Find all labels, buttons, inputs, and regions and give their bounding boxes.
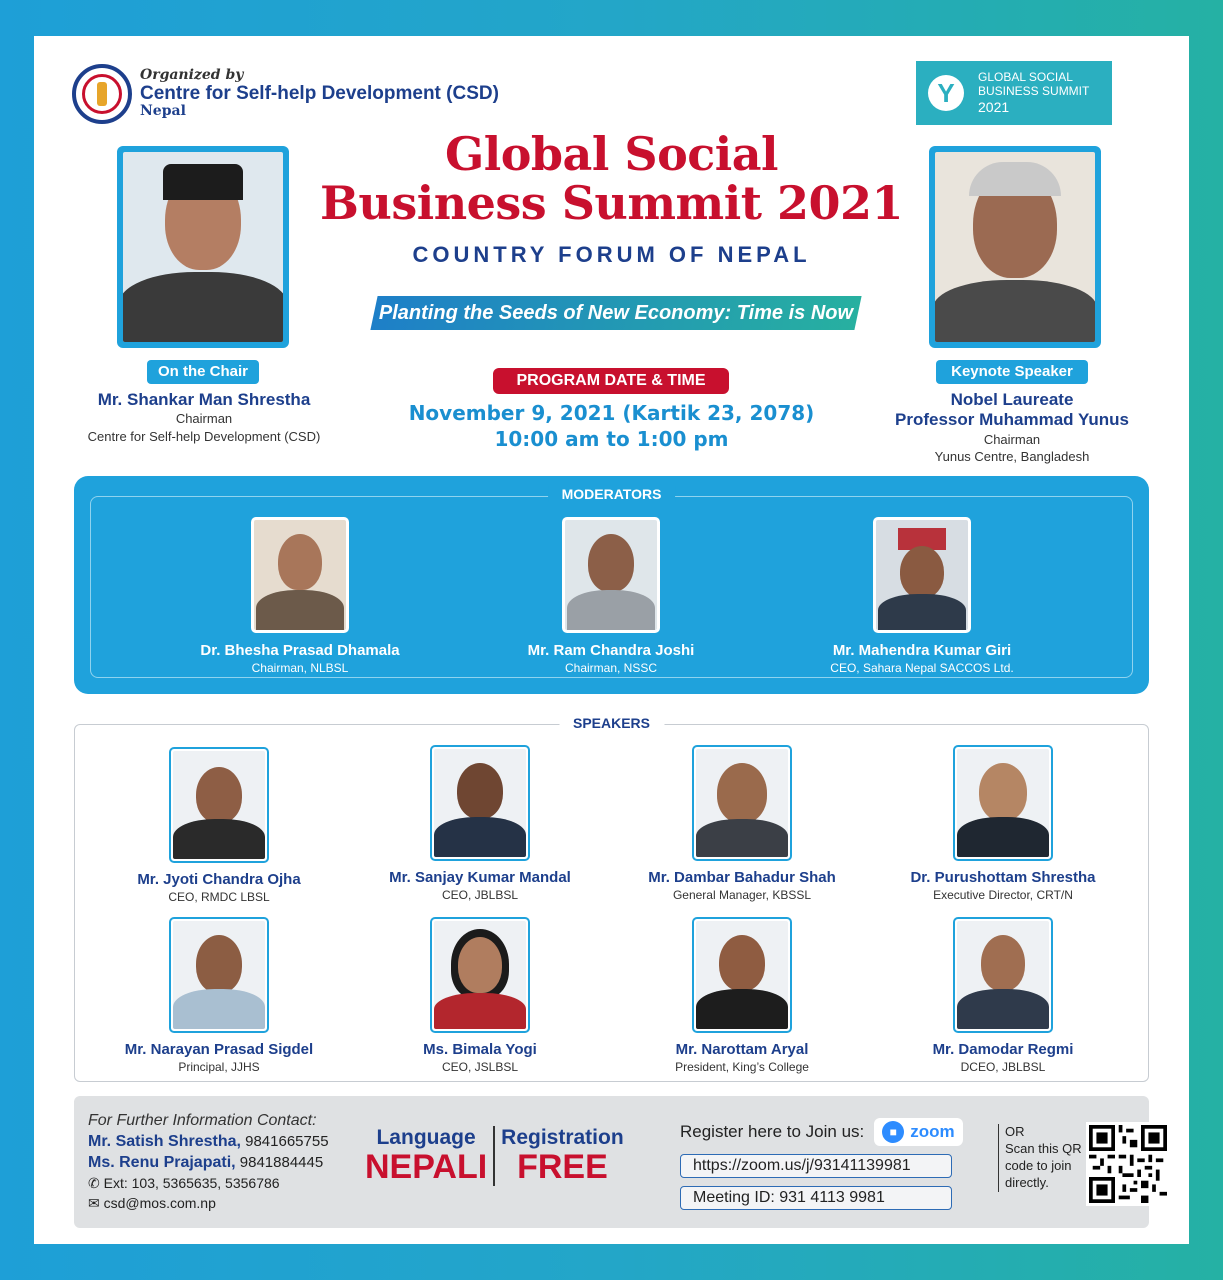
moderator-2-name: Mr. Ram Chandra Joshi xyxy=(527,642,695,659)
speaker-7-name: Mr. Narottam Aryal xyxy=(675,1041,809,1058)
contact-2-phone[interactable]: 9841884445 xyxy=(239,1154,324,1171)
contact-ext: Ext: 103, 5365635, 5356786 xyxy=(103,1175,280,1191)
theme-text: Planting the Seeds of New Economy: Time is Now xyxy=(378,301,854,324)
program-time: 10:00 am to 1:00 pm xyxy=(494,427,729,451)
badge-line-1: GLOBAL SOCIAL xyxy=(978,70,1073,85)
speaker-photo-4 xyxy=(953,745,1053,861)
keynote-pill: Keynote Speaker xyxy=(936,360,1088,384)
speaker-photo-3 xyxy=(692,745,792,861)
event-subtitle: COUNTRY FORUM OF NEPAL xyxy=(412,242,811,267)
register-block xyxy=(680,1118,963,1210)
speaker-6-role: CEO, JSLBSL xyxy=(441,1060,519,1074)
language-value: NEPALI xyxy=(365,1148,488,1186)
moderators-label: MODERATORS xyxy=(548,486,676,502)
moderator-1 xyxy=(150,642,450,675)
speaker-photo-7 xyxy=(692,917,792,1033)
moderator-3-role: CEO, Sahara Nepal SACCOS Ltd. xyxy=(830,661,1014,675)
summit-badge xyxy=(916,61,1112,125)
keynote-photo-frame xyxy=(929,146,1101,348)
speakers-label: SPEAKERS xyxy=(559,715,664,731)
qr-instructions xyxy=(998,1124,1084,1192)
contact-email[interactable]: csd@mos.com.np xyxy=(103,1195,216,1211)
speaker-1-role: CEO, RMDC LBSL xyxy=(168,890,270,904)
speaker-3-name: Mr. Dambar Bahadur Shah xyxy=(648,869,836,886)
email-icon: ✉ xyxy=(88,1195,100,1211)
organizer-name: Centre for Self-help Development (CSD) xyxy=(140,82,499,104)
event-poster xyxy=(34,36,1189,1244)
phone-icon: ✆ xyxy=(88,1175,100,1191)
organizer-block xyxy=(72,64,499,124)
speaker-7-role: President, King’s College xyxy=(675,1060,809,1074)
csd-logo xyxy=(72,64,132,124)
speaker-1-name: Mr. Jyoti Chandra Ojha xyxy=(137,871,301,888)
speaker-6-name: Ms. Bimala Yogi xyxy=(423,1041,537,1058)
qr-code-icon[interactable] xyxy=(1086,1122,1170,1206)
footer-contact-bar xyxy=(74,1096,1149,1228)
speaker-4 xyxy=(883,869,1123,902)
program-datetime xyxy=(384,400,839,452)
contact-1-phone[interactable]: 9841665755 xyxy=(245,1133,329,1150)
badge-line-3: 2021 xyxy=(978,98,1010,115)
speaker-2 xyxy=(360,869,600,902)
chair-role: Chairman xyxy=(175,411,233,427)
speaker-photo-6 xyxy=(430,917,530,1033)
qr-text: Scan this QR code to join directly. xyxy=(1005,1140,1082,1190)
event-title xyxy=(284,127,939,230)
chair-org: Centre for Self-help Development (CSD) xyxy=(87,428,321,444)
title-line-1: Global Social xyxy=(444,127,779,181)
contact-1-name: Mr. Satish Shrestha, xyxy=(88,1133,241,1150)
speaker-2-name: Mr. Sanjay Kumar Mandal xyxy=(389,869,571,886)
speaker-2-role: CEO, JBLBSL xyxy=(441,888,519,902)
speakers-section xyxy=(74,715,1149,1082)
speaker-1 xyxy=(99,871,339,904)
keynote-photo xyxy=(935,152,1095,342)
keynote-title: Nobel Laureate xyxy=(950,390,1074,409)
moderator-1-name: Dr. Bhesha Prasad Dhamala xyxy=(200,642,400,659)
moderators-section xyxy=(74,476,1149,694)
speaker-5 xyxy=(99,1041,339,1074)
theme-banner xyxy=(370,296,861,330)
moderator-photo-3 xyxy=(873,517,971,633)
program-date: November 9, 2021 (Kartik 23, 2078) xyxy=(408,401,815,425)
contact-block xyxy=(88,1112,329,1212)
speaker-8 xyxy=(883,1041,1123,1074)
keynote-role: Chairman xyxy=(983,431,1041,447)
zoom-url[interactable]: https://zoom.us/j/93141139981 xyxy=(680,1154,952,1178)
moderator-3 xyxy=(772,642,1072,675)
video-camera-icon: ■ xyxy=(882,1121,904,1143)
badge-line-2: BUSINESS SUMMIT xyxy=(978,83,1090,98)
speaker-4-role: Executive Director, CRT/N xyxy=(933,888,1073,902)
meeting-id: Meeting ID: 931 4113 9981 xyxy=(680,1186,952,1210)
keynote-org: Yunus Centre, Bangladesh xyxy=(934,449,1090,465)
contact-2-name: Ms. Renu Prajapati, xyxy=(88,1154,236,1171)
chair-photo-frame xyxy=(117,146,289,348)
yunus-logo-icon: Y xyxy=(928,75,964,111)
speaker-3 xyxy=(622,869,862,902)
organized-by-label: Organized by xyxy=(140,67,244,84)
keynote-info xyxy=(862,390,1162,466)
speaker-photo-5 xyxy=(169,917,269,1033)
registration-label: Registration xyxy=(501,1126,624,1149)
speaker-photo-8 xyxy=(953,917,1053,1033)
moderator-photo-2 xyxy=(562,517,660,633)
keynote-name: Professor Muhammad Yunus xyxy=(895,410,1129,430)
speaker-3-role: General Manager, KBSSL xyxy=(672,888,812,902)
speaker-5-role: Principal, JJHS xyxy=(178,1060,260,1074)
registration-value: FREE xyxy=(517,1148,608,1186)
moderator-1-role: Chairman, NLBSL xyxy=(251,661,349,675)
chair-info xyxy=(54,390,354,445)
speaker-8-name: Mr. Damodar Regmi xyxy=(932,1041,1074,1058)
language-label: Language xyxy=(376,1126,476,1149)
organizer-country: Nepal xyxy=(140,103,186,120)
speaker-7 xyxy=(622,1041,862,1074)
or-label: OR xyxy=(1005,1124,1025,1139)
moderator-2-role: Chairman, NSSC xyxy=(564,661,658,675)
zoom-logo[interactable] xyxy=(874,1118,962,1146)
register-text: Register here to Join us: xyxy=(680,1122,865,1141)
moderator-2 xyxy=(461,642,761,675)
moderator-photo-1 xyxy=(251,517,349,633)
chair-pill: On the Chair xyxy=(147,360,259,384)
title-line-2: Business Summit 2021 xyxy=(320,175,903,230)
contact-heading: For Further Information Contact: xyxy=(88,1112,317,1129)
speaker-photo-2 xyxy=(430,745,530,861)
language-registration xyxy=(359,1126,630,1186)
speaker-6 xyxy=(360,1041,600,1074)
speaker-8-role: DCEO, JBLBSL xyxy=(960,1060,1046,1074)
chair-name: Mr. Shankar Man Shrestha xyxy=(97,390,311,409)
speaker-5-name: Mr. Narayan Prasad Sigdel xyxy=(124,1041,314,1058)
speaker-4-name: Dr. Purushottam Shrestha xyxy=(910,869,1096,886)
chair-photo xyxy=(123,152,283,342)
moderator-3-name: Mr. Mahendra Kumar Giri xyxy=(832,642,1012,659)
speaker-photo-1 xyxy=(169,747,269,863)
program-date-label: PROGRAM DATE & TIME xyxy=(493,368,729,394)
zoom-label: zoom xyxy=(910,1122,955,1141)
